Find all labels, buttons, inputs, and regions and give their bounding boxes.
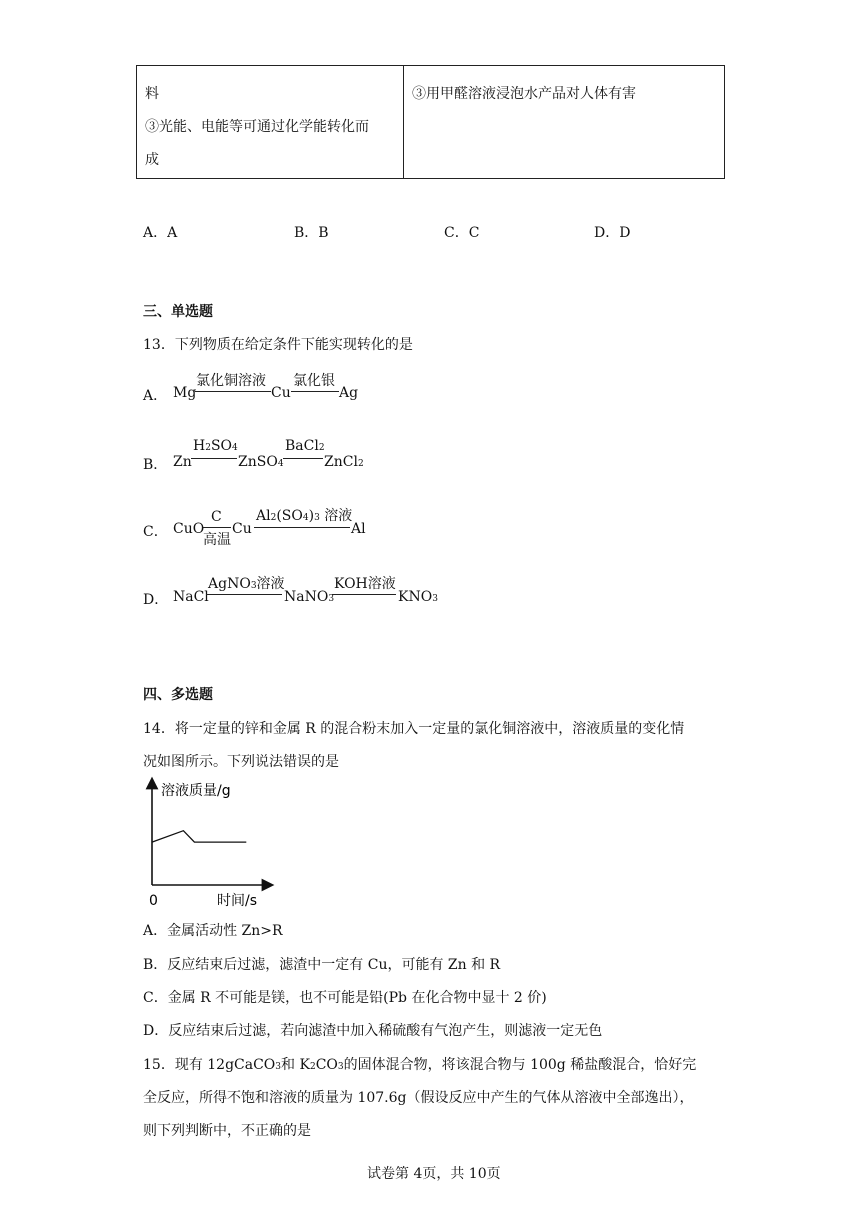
table-left-line-2: ③光能、电能等可通过化学能转化而 xyxy=(145,119,369,135)
q13-c-species-3: Al xyxy=(351,521,366,537)
q13-a-label: A． xyxy=(143,388,168,404)
q13-d-reagent-2: KOH溶液 xyxy=(334,576,396,592)
section-3-heading: 三、单选题 xyxy=(143,304,213,320)
q13-b-species-1: Zn xyxy=(173,454,192,470)
q13-c-arrow-2-line xyxy=(254,527,350,528)
q13-b-reagent-2: BaCl2 xyxy=(285,438,325,454)
series-line-0 xyxy=(152,831,246,842)
y-axis-label: 溶液质量/g xyxy=(161,783,231,799)
q13-stem: 13．下列物质在给定条件下能实现转化的是 xyxy=(143,337,413,353)
q13-c-reagent-2: Al2(SO4)3 溶液 xyxy=(256,508,353,524)
q13-option-d[interactable] xyxy=(143,573,463,613)
q14-option-b[interactable]: B．反应结束后过滤，滤渣中一定有 Cu，可能有 Zn 和 R xyxy=(143,957,501,973)
q13-b-arrow-2 xyxy=(283,458,323,459)
q13-d-arrow-2 xyxy=(332,594,396,595)
x-origin-tick-label: 0 xyxy=(149,893,158,909)
q13-b-reagent-1: H2SO4 xyxy=(193,438,238,454)
q12-option-b[interactable]: B．B xyxy=(294,225,329,241)
q13-a-arrow-2 xyxy=(291,391,339,392)
table-cell-right xyxy=(404,66,725,179)
q13-c-species-2: Cu xyxy=(232,521,252,537)
q13-b-arrow-1 xyxy=(191,458,237,459)
q12-option-a[interactable]: A．A xyxy=(143,225,178,241)
q12-option-c[interactable]: C．C xyxy=(444,225,480,241)
q13-option-a[interactable] xyxy=(143,370,443,410)
q15-line-3: 则下列判断中，不正确的是 xyxy=(143,1123,311,1139)
q13-d-arrow-1 xyxy=(206,594,282,595)
q14-option-a[interactable]: A．金属活动性 Zn>R xyxy=(143,923,283,939)
q13-c-arrow-1 xyxy=(203,527,231,528)
q13-c-species-1: CuO xyxy=(173,521,205,537)
q13-d-label: D． xyxy=(143,592,169,608)
q13-a-reagent-1: 氯化铜溶液 xyxy=(196,373,266,389)
q13-c-label: C． xyxy=(143,524,168,540)
q13-d-reagent-1: AgNO3溶液 xyxy=(208,576,285,592)
table-right-line-1: ③用甲醛溶液浸泡水产品对人体有害 xyxy=(412,86,636,102)
q13-c-reagent-1-top: C xyxy=(211,509,222,525)
q13-b-species-2: ZnSO4 xyxy=(238,454,284,470)
q13-option-c[interactable] xyxy=(143,505,463,555)
q13-a-species-3: Ag xyxy=(339,385,359,401)
q13-a-species-1: Mg xyxy=(173,385,197,401)
q13-d-species-3: KNO3 xyxy=(398,589,438,605)
q14-option-d[interactable]: D．反应结束后过滤，若向滤渣中加入稀硫酸有气泡产生，则滤液一定无色 xyxy=(143,1023,603,1039)
table-left-line-1: 料 xyxy=(145,86,159,102)
x-axis-label: 时间/s xyxy=(217,893,258,909)
q13-c-reagent-1-bottom: 高温 xyxy=(203,532,231,548)
q13-b-label: B． xyxy=(143,457,168,473)
page-footer: 试卷第 4页，共 10页 xyxy=(367,1166,501,1182)
q14-stem-line-1: 14．将一定量的锌和金属 R 的混合粉末加入一定量的氯化铜溶液中，溶液质量的变化情 xyxy=(143,721,685,737)
table-left-line-3: 成 xyxy=(145,152,159,168)
chart-series xyxy=(152,831,246,842)
q15-line-2: 全反应，所得不饱和溶液的质量为 107.6g（假设反应中产生的气体从溶液中全部逸出）， xyxy=(143,1090,694,1106)
q13-b-species-3: ZnCl2 xyxy=(324,454,364,470)
table-cell-left xyxy=(137,66,404,179)
q13-d-species-2: NaNO3 xyxy=(284,589,335,605)
q13-a-reagent-2: 氯化银 xyxy=(293,373,335,389)
q12-option-d[interactable]: D．D xyxy=(594,225,631,241)
q14-option-c[interactable]: C．金属 R 不可能是镁，也不可能是铅(Pb 在化合物中显十 2 价) xyxy=(143,990,547,1006)
section-4-heading: 四、多选题 xyxy=(143,687,213,703)
q14-chart xyxy=(140,775,280,910)
q13-a-species-2: Cu xyxy=(271,385,291,401)
q13-d-species-1: NaCl xyxy=(173,589,209,605)
comparison-table xyxy=(136,65,725,179)
q13-option-b[interactable] xyxy=(143,438,443,478)
q13-a-arrow-1 xyxy=(195,391,271,392)
q15-line-1: 15．现有 12gCaCO3和 K2CO3的固体混合物，将该混合物与 100g 稀盐酸混合，恰好完 xyxy=(143,1057,697,1073)
q14-stem-line-2: 况如图所示。下列说法错误的是 xyxy=(143,754,339,770)
